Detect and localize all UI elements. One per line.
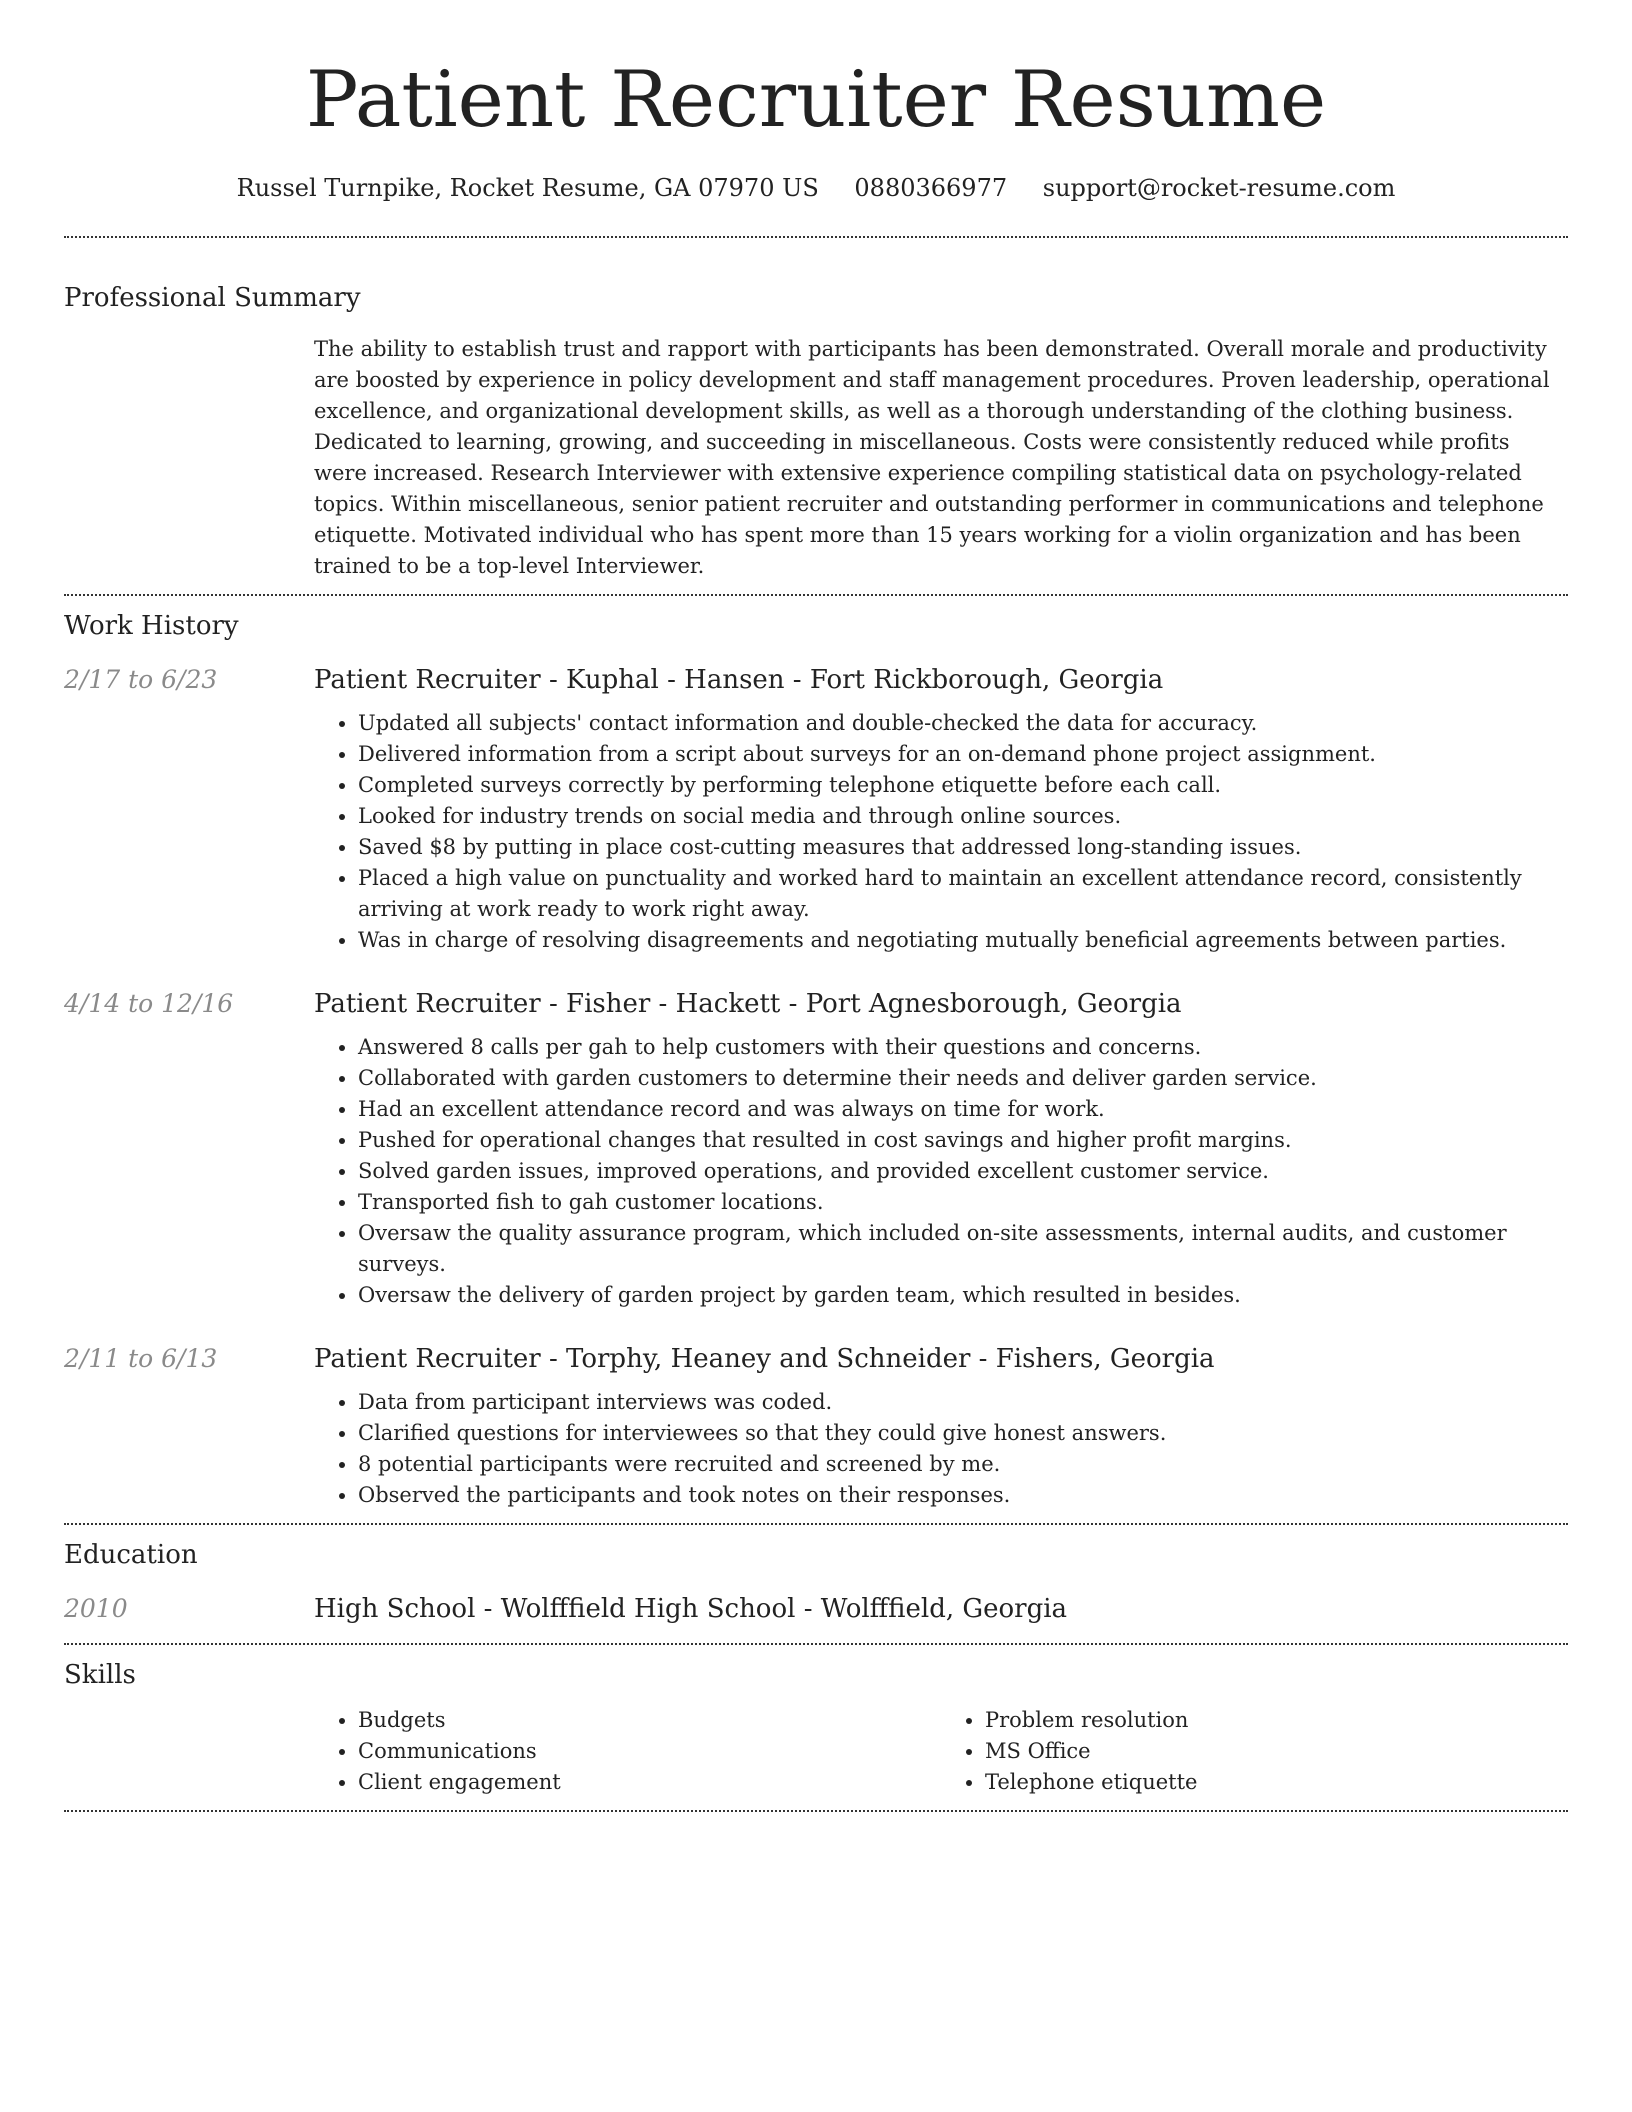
contact-email: support@rocket-resume.com — [1042, 174, 1396, 202]
list-item: • Placed a high value on punctuality and worked hard to maintain an excellent attendance record, consistently arriving at work ready to work right away. — [358, 863, 1568, 925]
list-item: • Pushed for operational changes that resulted in cost savings and higher profit margins. — [358, 1125, 1568, 1156]
skills-list-left — [314, 1705, 941, 1798]
job-entry — [64, 1341, 1568, 1511]
education-title: High School - Wolfffield High School - Wolfffield, Georgia — [314, 1594, 1068, 1624]
work-history-section — [64, 608, 1568, 1511]
job-title: Patient Recruiter - Torphy, Heaney and Schneider - Fishers, Georgia — [314, 1344, 1215, 1374]
list-item: • Clarified questions for interviewees so that they could give honest answers. — [358, 1418, 1568, 1449]
section-divider — [64, 594, 1568, 596]
list-item: • Updated all subjects' contact information and double-checked the data for accuracy. — [358, 708, 1568, 739]
job-title: Patient Recruiter - Fisher - Hackett - Port Agnesborough, Georgia — [314, 989, 1182, 1019]
job-dates: 4/14 to 12/16 — [64, 989, 234, 1018]
contact-phone: 0880366977 — [854, 174, 1008, 202]
section-divider — [64, 1523, 1568, 1525]
list-item: • Solved garden issues, improved operations, and provided excellent customer service. — [358, 1156, 1568, 1187]
skill-item: • MS Office — [985, 1736, 1568, 1767]
contact-line — [64, 172, 1568, 204]
list-item: • Oversaw the quality assurance program, which included on-site assessments, internal audits, and customer surveys. — [358, 1218, 1568, 1280]
job-dates: 2/17 to 6/23 — [64, 665, 218, 694]
section-divider — [64, 236, 1568, 238]
skill-item: • Telephone etiquette — [985, 1767, 1568, 1798]
list-item: • Delivered information from a script about surveys for an on-demand phone project assignment. — [358, 739, 1568, 770]
section-heading-education: Education — [64, 1540, 198, 1570]
skill-item: • Client engagement — [358, 1767, 941, 1798]
list-item: • Answered 8 calls per gah to help customers with their questions and concerns. — [358, 1032, 1568, 1063]
education-section — [64, 1537, 1568, 1627]
job-bullets — [314, 708, 1568, 956]
list-item: • Was in charge of resolving disagreements and negotiating mutually beneficial agreements between parties. — [358, 925, 1568, 956]
section-heading-skills: Skills — [64, 1660, 136, 1690]
list-item: • Had an excellent attendance record and was always on time for work. — [358, 1094, 1568, 1125]
list-item: • Completed surveys correctly by performing telephone etiquette before each call. — [358, 770, 1568, 801]
list-item: • Transported fish to gah customer locations. — [358, 1187, 1568, 1218]
job-bullets — [314, 1387, 1568, 1511]
section-divider — [64, 1643, 1568, 1645]
summary-text: The ability to establish trust and rapport with participants has been demonstrated. Overall morale and productivity are boosted by experience in policy development and staff management procedures. Proven leadership, operational excellence, and organizational development skills, as well as a thorough understanding of the clothing business. Dedicated to learning, growing, and succeeding in miscellaneous. Costs were consistently reduced while profits were increased. Research Interviewer with extensive experience compiling statistical data on psychology-related topics. Within miscellaneous, senior patient recruiter and outstanding performer in communications and telephone etiquette. Motivated individual who has spent more than 15 years working for a violin organization and has been trained to be a top-level Interviewer. — [314, 337, 1550, 578]
skill-item: • Budgets — [358, 1705, 941, 1736]
list-item: • Oversaw the delivery of garden project by garden team, which resulted in besides. — [358, 1280, 1568, 1311]
section-divider — [64, 1810, 1568, 1812]
section-heading-summary: Professional Summary — [64, 283, 361, 313]
list-item: • Saved $8 by putting in place cost-cutting measures that addressed long-standing issues. — [358, 832, 1568, 863]
list-item: • Observed the participants and took notes on their responses. — [358, 1480, 1568, 1511]
job-entry — [64, 986, 1568, 1311]
education-entry — [64, 1591, 1568, 1627]
education-year: 2010 — [64, 1594, 128, 1623]
job-entry — [64, 662, 1568, 956]
list-item: • Looked for industry trends on social media and through online sources. — [358, 801, 1568, 832]
summary-section — [64, 280, 1568, 582]
skills-section — [64, 1657, 1568, 1798]
job-title: Patient Recruiter - Kuphal - Hansen - Fort Rickborough, Georgia — [314, 665, 1164, 695]
skills-list-right — [941, 1705, 1568, 1798]
contact-address: Russel Turnpike, Rocket Resume, GA 07970 US — [236, 174, 819, 202]
list-item: • Data from participant interviews was coded. — [358, 1387, 1568, 1418]
job-bullets — [314, 1032, 1568, 1311]
skill-item: • Communications — [358, 1736, 941, 1767]
page-title: Patient Recruiter Resume — [305, 55, 1327, 145]
section-heading-work: Work History — [64, 611, 239, 641]
list-item: • 8 potential participants were recruited and screened by me. — [358, 1449, 1568, 1480]
skill-item: • Problem resolution — [985, 1705, 1568, 1736]
list-item: • Collaborated with garden customers to determine their needs and deliver garden service. — [358, 1063, 1568, 1094]
job-dates: 2/11 to 6/13 — [64, 1344, 218, 1373]
